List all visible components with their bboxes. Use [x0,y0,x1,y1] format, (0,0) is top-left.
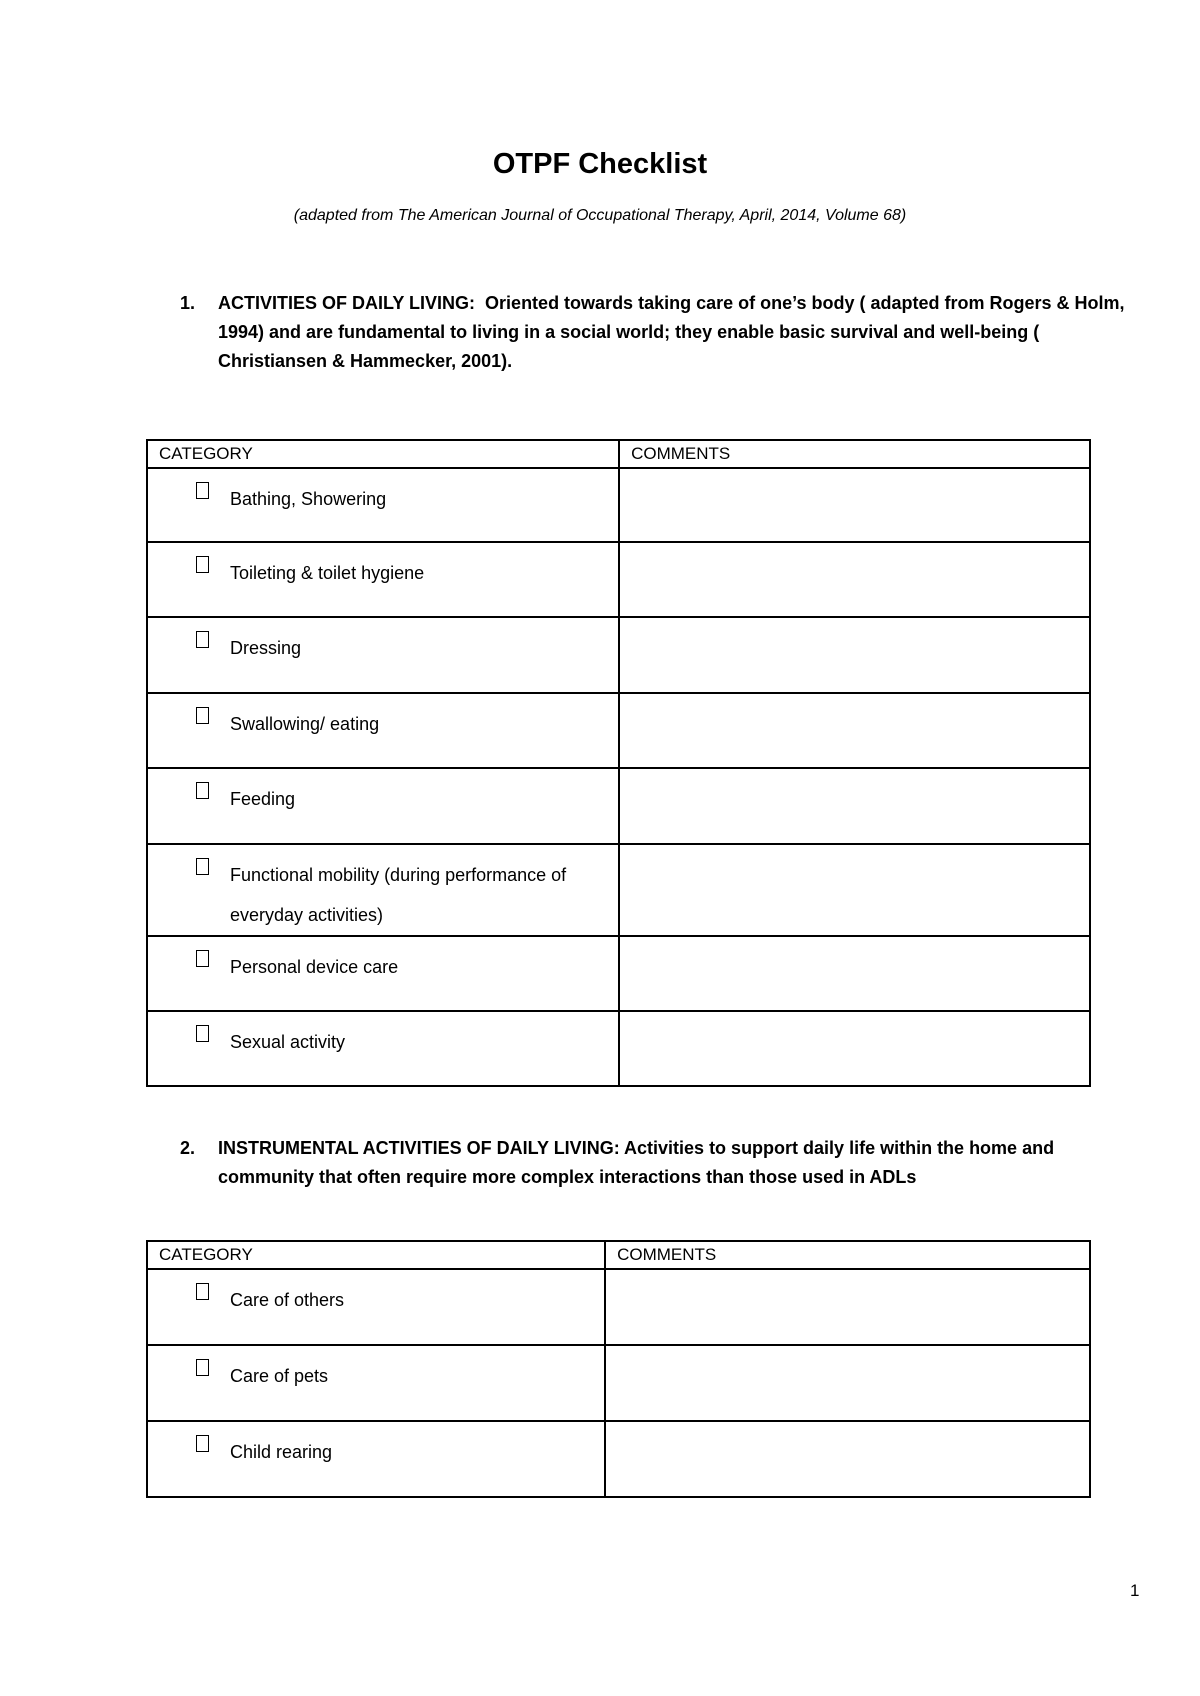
section-text [218,289,1125,376]
category-label: Swallowing/ eating [230,714,380,734]
category-cell [147,693,619,768]
table-row [147,1345,1090,1421]
checkbox[interactable] [196,631,209,648]
checkbox[interactable] [196,858,209,875]
comments-cell[interactable] [619,768,1090,844]
table-row [147,1421,1090,1497]
category-label: Toileting & toilet hygiene [230,563,425,583]
category-cell [147,542,619,617]
section-number: 1. [180,293,196,313]
checkbox[interactable] [196,556,209,573]
checkbox[interactable] [196,707,209,724]
category-label: Functional mobility (during performance of everyday activities) [230,865,567,925]
table-row [147,693,1090,768]
category-cell [147,1421,605,1497]
page-number: 1 [1130,1581,1140,1600]
comments-cell[interactable] [619,542,1090,617]
comments-cell[interactable] [619,936,1090,1011]
table-header-row [147,1241,1090,1269]
comments-cell[interactable] [619,617,1090,693]
comments-cell[interactable] [619,468,1090,542]
category-label: Child rearing [230,1442,333,1462]
checkbox[interactable] [196,1025,209,1042]
category-label: Care of pets [230,1366,329,1386]
category-cell [147,1011,619,1086]
comments-cell[interactable] [605,1269,1090,1345]
table-row [147,617,1090,693]
table-row [147,1011,1090,1086]
adl-table [146,439,1091,1087]
subtitle: (adapted from The American Journal of Occupational Therapy, April, 2014, Volume 68) [293,207,907,224]
category-cell [147,617,619,693]
table-row [147,1269,1090,1345]
section-heading: ACTIVITIES OF DAILY LIVING: [218,293,476,313]
comments-cell[interactable] [619,1011,1090,1086]
checkbox[interactable] [196,1359,209,1376]
comments-cell[interactable] [619,844,1090,936]
table-header-row [147,440,1090,468]
category-label: Personal device care [230,957,399,977]
table-row [147,542,1090,617]
category-label: Care of others [230,1290,345,1310]
checkbox[interactable] [196,1283,209,1300]
table-row [147,844,1090,936]
category-cell [147,1269,605,1345]
comments-header: COMMENTS [605,1241,1090,1269]
table-row [147,936,1090,1011]
page-title: OTPF Checklist [492,148,708,180]
category-cell [147,768,619,844]
category-cell [147,936,619,1011]
comments-header: COMMENTS [619,440,1090,468]
category-cell [147,1345,605,1421]
category-label: Bathing, Showering [230,489,387,509]
category-label: Dressing [230,638,302,658]
comments-cell[interactable] [605,1345,1090,1421]
checkbox[interactable] [196,482,209,499]
table-row [147,468,1090,542]
comments-cell[interactable] [619,693,1090,768]
category-header: CATEGORY [147,440,619,468]
section-iadl-heading [180,1134,1125,1192]
section-adl-heading [180,289,1125,376]
category-label: Feeding [230,789,296,809]
comments-cell[interactable] [605,1421,1090,1497]
iadl-table [146,1240,1091,1498]
checkbox[interactable] [196,1435,209,1452]
section-heading: INSTRUMENTAL ACTIVITIES OF DAILY LIVING: [218,1138,620,1158]
category-label: Sexual activity [230,1032,346,1052]
category-header: CATEGORY [147,1241,605,1269]
category-cell [147,468,619,542]
section-number: 2. [180,1138,196,1158]
section-description: Activities to support daily life within the home and community that often require more complex interactions than those used in ADLs [218,1138,1055,1187]
checkbox[interactable] [196,950,209,967]
category-cell [147,844,619,936]
section-text [218,1134,1125,1192]
checkbox[interactable] [196,782,209,799]
table-row [147,768,1090,844]
section-description: Oriented towards taking care of one’s body ( adapted from Rogers & Holm, 1994) and are fundamental to living in a social world; they enable basic survival and well-being ( Christiansen & Hammecker, 2001). [218,293,1125,371]
